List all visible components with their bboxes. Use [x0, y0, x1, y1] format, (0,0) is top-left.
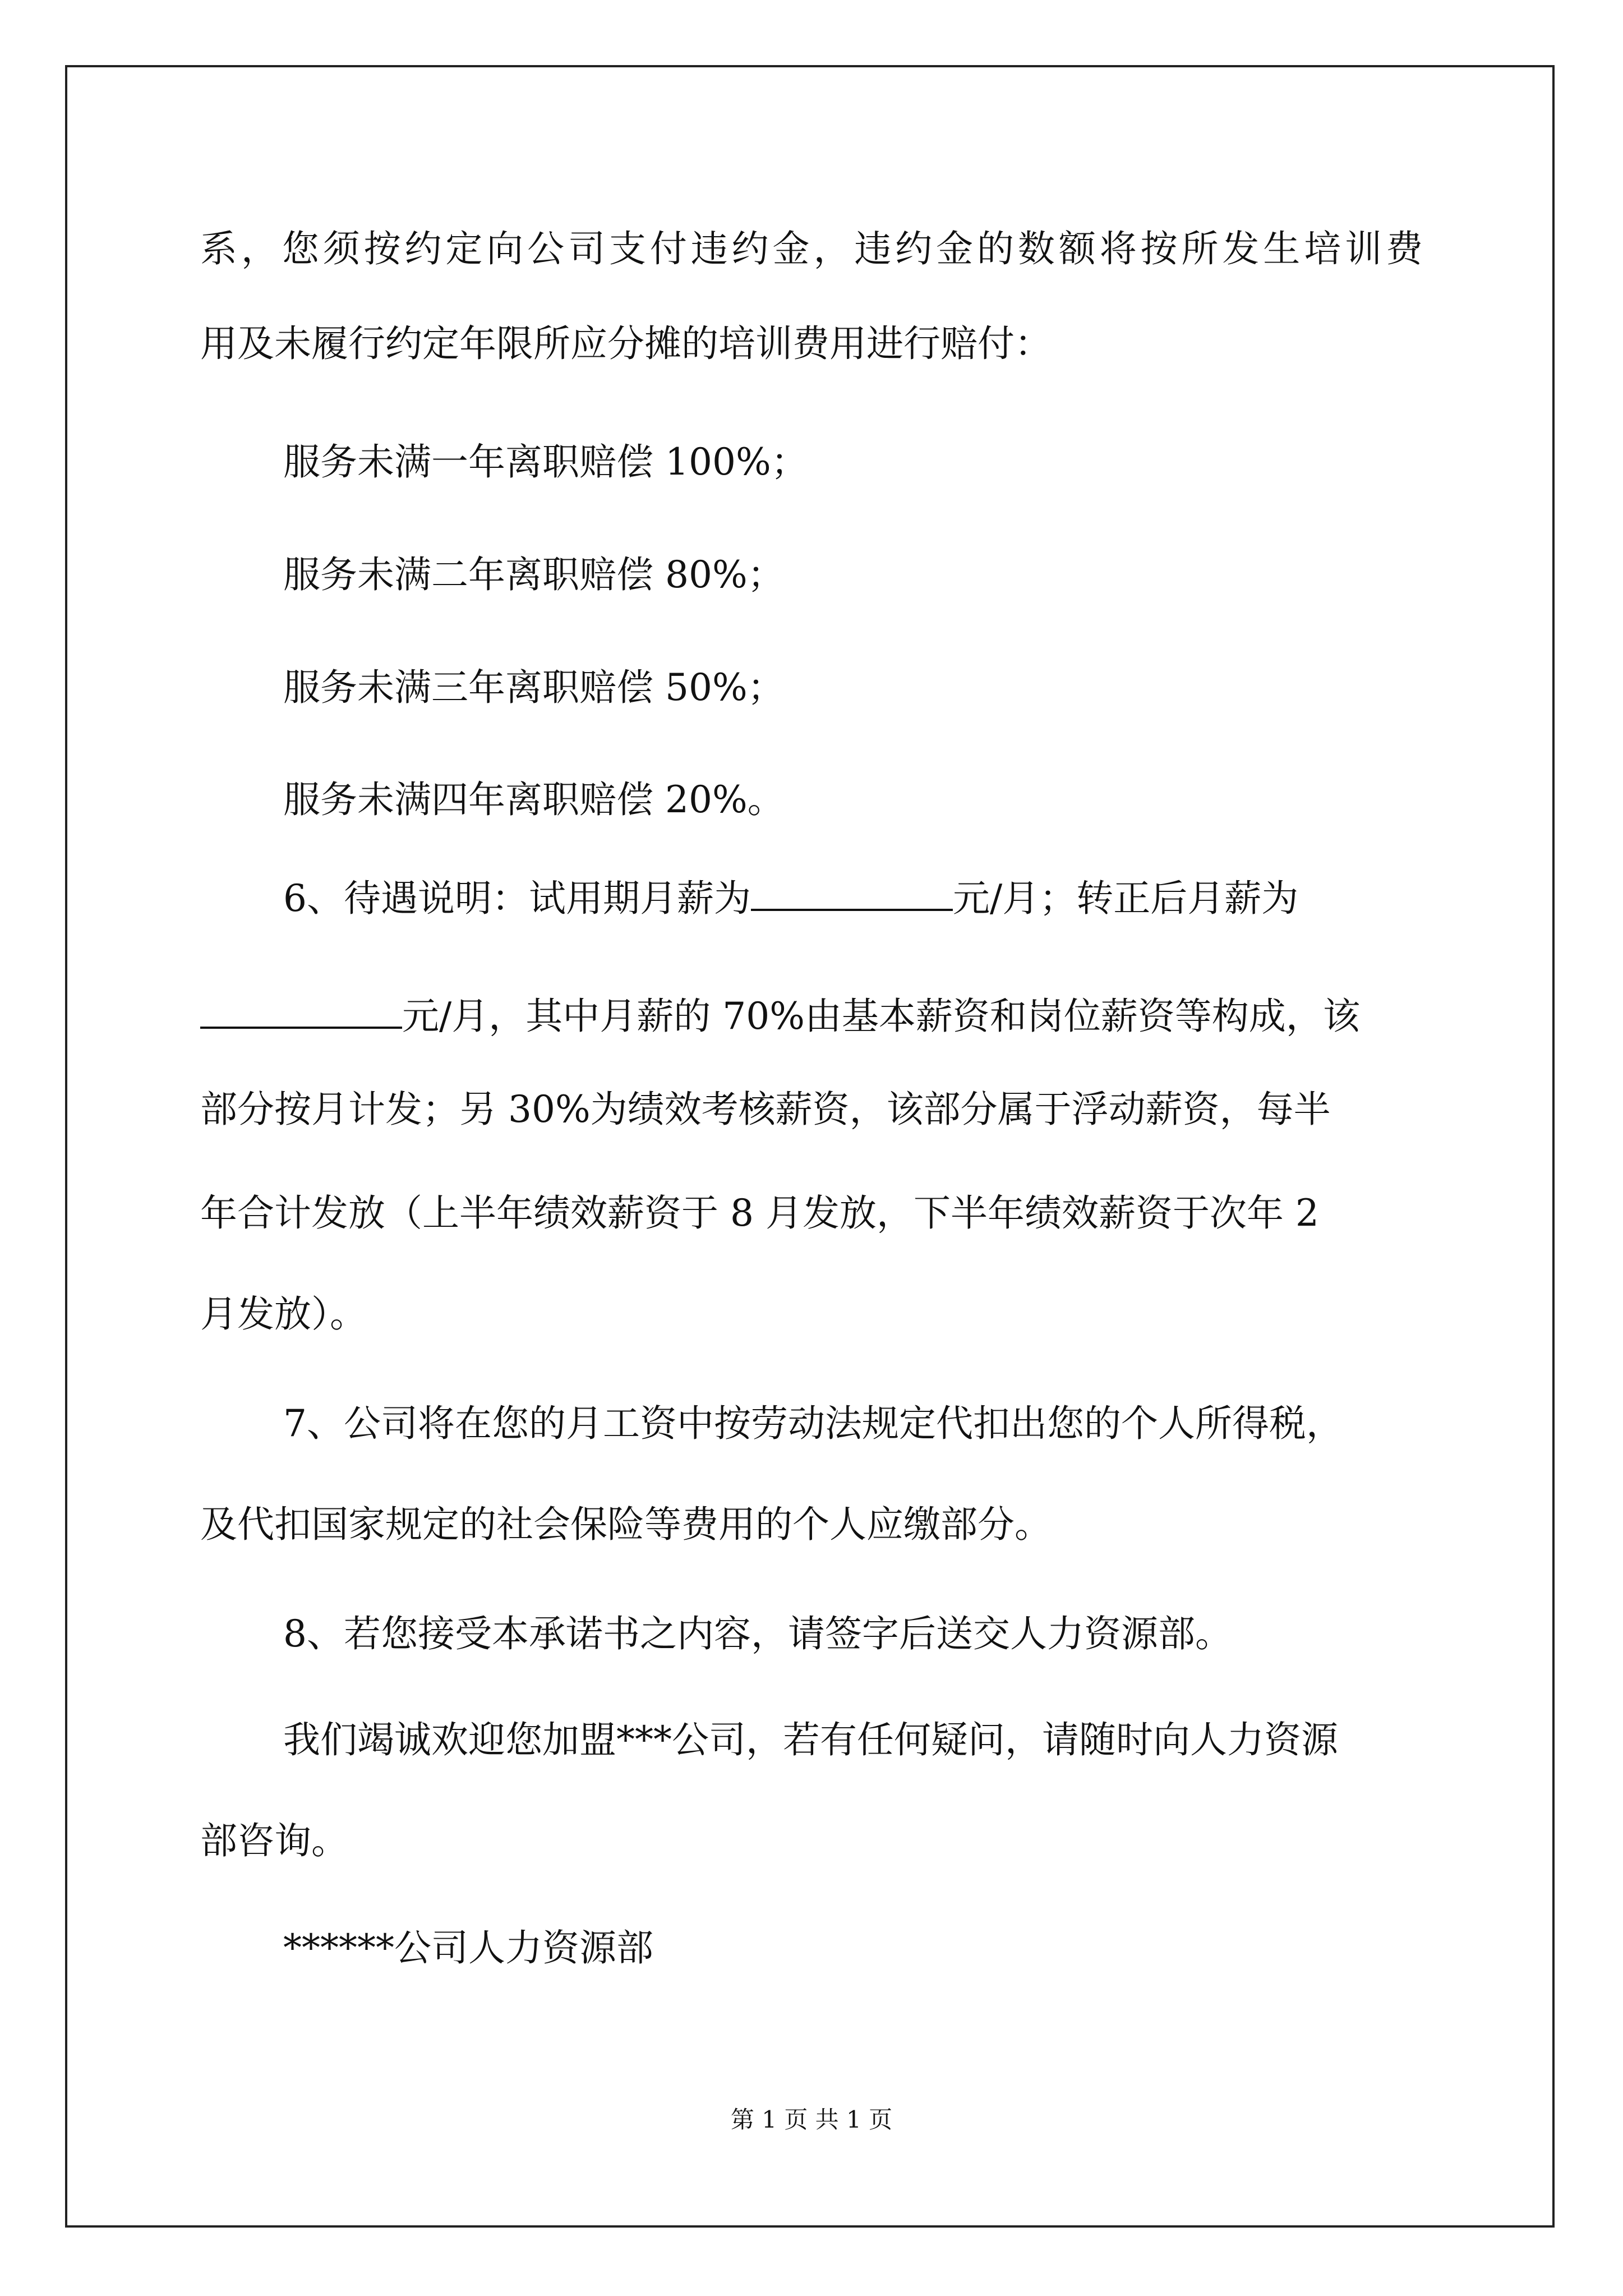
page-border — [65, 65, 1555, 2228]
compensation-item-2: 服务未满二年离职赔偿 80%； — [283, 553, 785, 596]
clause-6-cont: 元/月，其中月薪的 70%由基本薪资和岗位薪资等构成，该 — [402, 995, 1360, 1038]
compensation-item-3: 服务未满三年离职赔偿 50%； — [283, 666, 785, 709]
welcome-line-2: 部咨询。 — [200, 1819, 348, 1862]
text-line-1: 系，您须按约定向公司支付违约金，违约金的数额将按所发生培训费 — [200, 227, 1423, 270]
clause-6-mid: 元/月；转正后月薪为 — [953, 877, 1299, 920]
signature-department: ******公司人力资源部 — [283, 1926, 653, 1970]
probation-salary-blank[interactable] — [751, 874, 953, 911]
clause-7-line-1: 7、公司将在您的月工资中按劳动法规定代扣出您的个人所得税， — [283, 1402, 1343, 1445]
clause-6-intro: 6、待遇说明：试用期月薪为 — [283, 877, 751, 920]
compensation-item-1: 服务未满一年离职赔偿 100%； — [283, 440, 808, 484]
clause-7-line-2: 及代扣国家规定的社会保险等费用的个人应缴部分。 — [200, 1503, 1052, 1546]
regular-salary-blank[interactable] — [200, 992, 402, 1029]
clause-6-line-2 — [200, 992, 1360, 1037]
text-line-2: 用及未履行约定年限所应分摊的培训费用进行赔付： — [200, 322, 1052, 365]
compensation-item-4: 服务未满四年离职赔偿 20%。 — [283, 778, 785, 821]
welcome-line-1: 我们竭诚欢迎您加盟***公司，若有任何疑问，请随时向人力资源 — [283, 1718, 1338, 1761]
clause-6-line-3: 部分按月计发；另 30%为绩效考核薪资，该部分属于浮动薪资，每半 — [200, 1088, 1331, 1131]
clause-8: 8、若您接受本承诺书之内容，请签字后送交人力资源部。 — [283, 1612, 1232, 1655]
clause-6-line-4: 年合计发放（上半年绩效薪资于 8 月发放，下半年绩效薪资于次年 2 — [200, 1191, 1319, 1235]
clause-6-line-1 — [283, 874, 1298, 919]
page-footer: 第 1 页 共 1 页 — [730, 2106, 893, 2133]
clause-6-line-5: 月发放）。 — [200, 1292, 367, 1336]
